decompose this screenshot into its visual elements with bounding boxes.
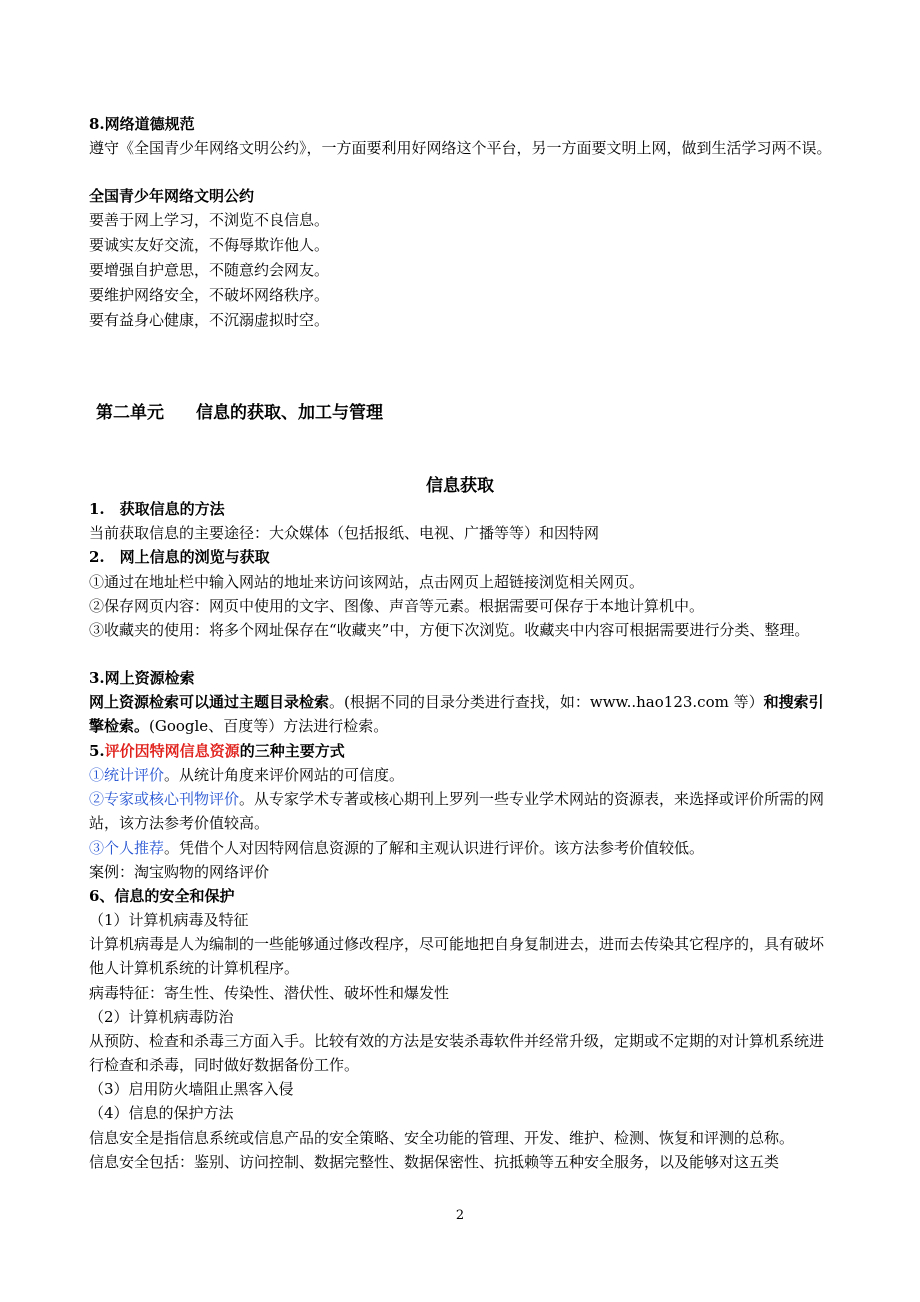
search-method-directory: 网上资源检索可以通过主题目录检索 [89,693,330,711]
paragraph: 病毒特征：寄生性、传染性、潜伏性、破坏性和爆发性 [89,984,450,1002]
convention-item: 要有益身心健康，不沉溺虚拟时空。 [89,311,330,329]
section-5-heading [89,739,834,763]
paragraph: 从预防、检查和杀毒三方面入手。比较有效的方法是安装杀毒软件并经常升级，定期或不定期的对计算机系统进行检查和杀毒，同时做好数据备份工作。 [89,1032,825,1074]
section-1-text: 当前获取信息的主要途径：大众媒体（包括报纸、电视、广播等等）和因特网 [89,524,600,542]
evaluation-method [89,763,834,787]
unit-heading [96,400,383,426]
section-3-text [89,690,834,738]
convention-item: 要诚实友好交流，不侮辱欺诈他人。 [89,236,330,254]
chapter-title: 信息获取 [426,476,494,496]
subsection-heading: （1）计算机病毒及特征 [89,911,249,929]
convention-title: 全国青少年网络文明公约 [89,187,255,205]
method-label: ③个人推荐 [89,839,165,857]
convention-item: 要善于网上学习，不浏览不良信息。 [89,211,330,229]
method-label: ②专家或核心刊物评价 [89,790,240,808]
section-2-point: ②保存网页内容：网页中使用的文字、图像、声音等元素。根据需要可保存于本地计算机中。 [89,597,705,615]
section-8-intro: 遵守《全国青少年网络文明公约》，一方面要利用好网络这个平台，另一方面要文明上网，做到生活学习两不误。 [89,139,832,157]
search-method-directory-note: 。(根据不同的目录分类进行查找，如：www..hao123.com 等） [329,693,764,711]
unit-title: 信息的获取、加工与管理 [196,403,383,423]
unit-label: 第二单元 [96,403,164,423]
convention-item: 要维护网络安全，不破坏网络秩序。 [89,286,330,304]
section-2-point: ①通过在地址栏中输入网站的地址来访问该网站，点击网页上超链接浏览相关网页。 [89,573,645,591]
subsection-heading: （2）计算机病毒防治 [89,1008,234,1026]
evaluation-method [89,836,834,860]
convention-item: 要增强自护意思，不随意约会网友。 [89,261,330,279]
search-method-engine-note: (Google、百度等）方法进行检索。 [149,717,389,735]
section-5-rest: 的三种主要方式 [239,742,345,760]
method-text: 。从专家学术专著或核心期刊上罗列一些专业学术网站的资源表，来选择或评价所需的网站，该方法参考价值较高。 [89,790,825,832]
method-label: ①统计评价 [89,766,165,784]
case-example: 案例：淘宝购物的网络评价 [89,863,270,881]
section-8-heading: 8.网络道德规范 [89,115,195,133]
paragraph: 信息安全包括：鉴别、访问控制、数据完整性、数据保密性、抗抵赖等五种安全服务，以及能够对这五类 [89,1153,780,1171]
section-2-heading: 2. 网上信息的浏览与获取 [89,548,270,566]
section-6-heading: 6、信息的安全和保护 [89,887,235,905]
section-1-heading: 1. 获取信息的方法 [89,500,225,518]
method-text: 。凭借个人对因特网信息资源的了解和主观认识进行评价。该方法参考价值较低。 [164,839,705,857]
section-5-highlight: 评价因特网信息资源 [104,742,240,760]
evaluation-method [89,787,834,835]
page-number: 2 [455,1208,465,1223]
subsection-heading: （3）启用防火墙阻止黑客入侵 [89,1080,294,1098]
section-3-heading: 3.网上资源检索 [89,669,195,687]
method-text: 。从统计角度来评价网站的可信度。 [164,766,405,784]
subsection-heading: （4）信息的保护方法 [89,1104,234,1122]
paragraph: 计算机病毒是人为编制的一些能够通过修改程序，尽可能地把自身复制进去，进而去传染其它程序的，具有破坏他人计算机系统的计算机程序。 [89,935,825,977]
paragraph: 信息安全是指信息系统或信息产品的安全策略、安全功能的管理、开发、维护、检测、恢复和评测的总称。 [89,1129,795,1147]
section-5-number: 5. [89,742,105,760]
search-method-engine: 和搜索引擎检索。 [89,693,824,735]
section-2-point: ③收藏夹的使用：将多个网址保存在“收藏夹”中，方便下次浏览。收藏夹中内容可根据需要进行分类、整理。 [89,621,810,639]
